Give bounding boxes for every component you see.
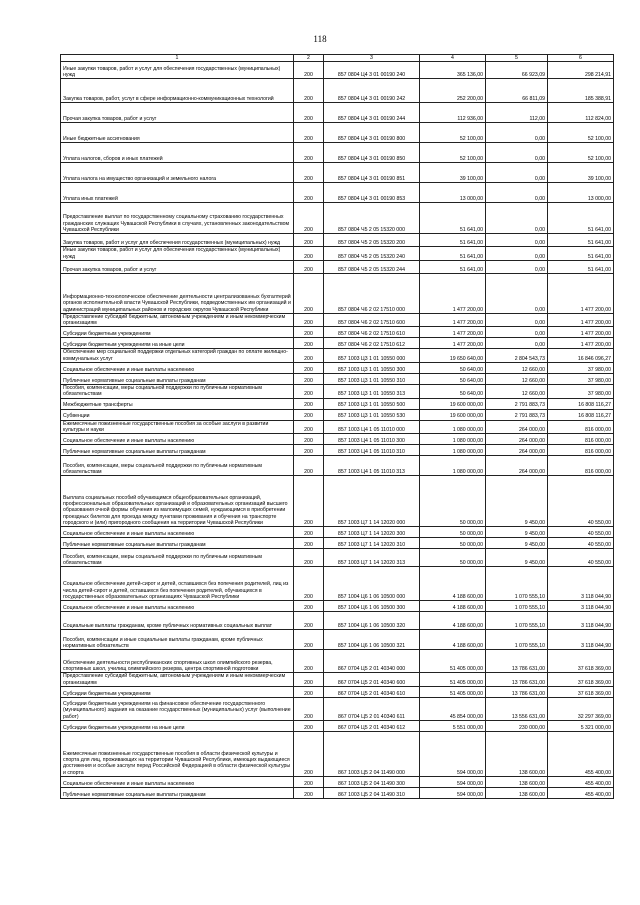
row-remaining-cell: 112 824,00 (548, 103, 614, 123)
row-vr-cell: 200 (294, 630, 324, 650)
table-row (61, 456, 614, 476)
row-plan-cell: 52 100,00 (420, 123, 486, 143)
row-vr-cell: 200 (294, 434, 324, 445)
row-name-cell: Социальные выплаты гражданам, кроме публичных нормативных социальных выплат (61, 612, 294, 630)
row-remaining-cell: 1 477 200,00 (548, 327, 614, 338)
row-executed-cell: 1 070 555,10 (486, 601, 548, 612)
row-vr-cell: 200 (294, 363, 324, 374)
row-vr-cell: 200 (294, 203, 324, 234)
row-code-cell: 857 0804 Ц4 3 01 00190 853 (324, 183, 420, 203)
row-name-cell: Публичные нормативные социальные выплаты гражданам (61, 445, 294, 456)
row-executed-cell: 2 791 883,73 (486, 409, 548, 420)
table-row (61, 527, 614, 538)
row-remaining-cell: 1 477 200,00 (548, 273, 614, 313)
row-name-cell: Иные закупки товаров, работ и услуг для обеспечения государственных (муниципальных) нужд (61, 62, 294, 79)
row-plan-cell: 51 405 000,00 (420, 650, 486, 673)
row-executed-cell: 1 070 555,10 (486, 567, 548, 601)
row-executed-cell: 0,00 (486, 327, 548, 338)
row-name-cell: Субвенции (61, 409, 294, 420)
row-remaining-cell: 816 000,00 (548, 434, 614, 445)
row-name-cell: Пособия, компенсации, меры социальной поддержки по публичным нормативным обязательствам (61, 385, 294, 399)
row-vr-cell: 200 (294, 776, 324, 787)
row-remaining-cell: 51 641,00 (548, 203, 614, 234)
row-vr-cell: 200 (294, 612, 324, 630)
row-remaining-cell: 40 550,00 (548, 527, 614, 538)
row-name-cell: Публичные нормативные социальные выплаты гражданам (61, 374, 294, 385)
row-plan-cell: 13 000,00 (420, 183, 486, 203)
row-plan-cell: 594 000,00 (420, 731, 486, 776)
budget-table (60, 54, 614, 799)
row-plan-cell: 50 640,00 (420, 363, 486, 374)
row-plan-cell: 39 100,00 (420, 163, 486, 183)
row-name-cell: Социальное обеспечение детей-сирот и детей, оставшихся без попечения родителей, лиц из числа детей-сирот и детей, оставшихся без попечения родителей, обучающихся в государственных образовательных организациях Чувашской Республики (61, 567, 294, 601)
row-plan-cell: 1 477 200,00 (420, 273, 486, 313)
row-code-cell: 867 0704 Ц5 2 01 40340 610 (324, 686, 420, 697)
row-vr-cell: 200 (294, 103, 324, 123)
row-code-cell: 867 0704 Ц5 2 01 40340 612 (324, 720, 420, 731)
row-executed-cell: 0,00 (486, 163, 548, 183)
row-remaining-cell: 816 000,00 (548, 456, 614, 476)
row-name-cell: Обеспечение деятельности республиканских спортивных школ олимпийского резерва, спортивных школ, училищ олимпийского резерва, центра спортивной подготовки (61, 650, 294, 673)
row-vr-cell: 200 (294, 420, 324, 434)
row-executed-cell: 13 786 631,00 (486, 686, 548, 697)
row-vr-cell: 200 (294, 527, 324, 538)
row-executed-cell: 9 450,00 (486, 538, 548, 549)
row-vr-cell: 200 (294, 549, 324, 567)
row-remaining-cell: 1 477 200,00 (548, 338, 614, 349)
row-plan-cell: 52 100,00 (420, 143, 486, 163)
table-row (61, 163, 614, 183)
row-remaining-cell: 16 808 116,27 (548, 398, 614, 409)
row-executed-cell: 264 000,00 (486, 445, 548, 456)
row-code-cell: 857 0804 Ч5 2 05 15320 240 (324, 247, 420, 261)
table-row (61, 776, 614, 787)
row-code-cell: 857 1004 Ц6 1 06 10500 000 (324, 567, 420, 601)
row-vr-cell: 200 (294, 409, 324, 420)
row-vr-cell: 200 (294, 731, 324, 776)
row-code-cell: 857 0804 Ц4 3 01 00190 800 (324, 123, 420, 143)
row-name-cell: Обеспечение мер социальной поддержки отдельных категорий граждан по оплате жилищно-коммунальных услуг (61, 349, 294, 363)
row-vr-cell: 200 (294, 374, 324, 385)
row-executed-cell: 9 450,00 (486, 476, 548, 527)
row-code-cell: 857 1003 Ц7 1 14 12020 300 (324, 527, 420, 538)
row-remaining-cell: 40 550,00 (548, 549, 614, 567)
row-plan-cell: 1 477 200,00 (420, 327, 486, 338)
row-remaining-cell: 1 477 200,00 (548, 313, 614, 327)
row-vr-cell: 200 (294, 183, 324, 203)
row-vr-cell: 200 (294, 538, 324, 549)
row-executed-cell: 12 660,00 (486, 363, 548, 374)
row-name-cell: Ежемесячные пожизненные государственные пособия за особые заслуги в развитии культуры и науки (61, 420, 294, 434)
row-executed-cell: 0,00 (486, 260, 548, 273)
row-vr-cell: 200 (294, 313, 324, 327)
table-row (61, 686, 614, 697)
row-vr-cell: 200 (294, 601, 324, 612)
table-row (61, 731, 614, 776)
row-name-cell: Субсидии бюджетным учреждениям на иные цели (61, 720, 294, 731)
row-code-cell: 867 1003 Ц5 2 04 11490 310 (324, 787, 420, 798)
row-vr-cell: 200 (294, 686, 324, 697)
row-remaining-cell: 455 400,00 (548, 731, 614, 776)
row-executed-cell: 264 000,00 (486, 420, 548, 434)
row-code-cell: 857 1003 Ц7 1 14 12020 310 (324, 538, 420, 549)
row-executed-cell: 66 811,09 (486, 79, 548, 103)
col-header-4: 4 (420, 55, 486, 62)
row-name-cell: Пособия, компенсации, меры социальной поддержки по публичным нормативным обязательствам (61, 549, 294, 567)
table-row (61, 420, 614, 434)
row-plan-cell: 50 640,00 (420, 385, 486, 399)
table-row (61, 650, 614, 673)
row-executed-cell: 138 600,00 (486, 787, 548, 798)
row-remaining-cell: 455 400,00 (548, 776, 614, 787)
table-row (61, 612, 614, 630)
row-plan-cell: 45 854 000,00 (420, 697, 486, 720)
row-name-cell: Выплата социальных пособий обучающимся общеобразовательных организаций, профессиональных образовательных организаций и образовательных организаций высшего образования очной формы обучения из малоимущих семей, нуждающимся в приобретении проездных билетов для проезда между пунктами проживания и обучения на транспорте городского и (или) пригородного сообщения на территории Чувашской Республики (61, 476, 294, 527)
row-executed-cell: 12 660,00 (486, 374, 548, 385)
row-code-cell: 857 0804 Ц4 3 01 00190 244 (324, 103, 420, 123)
row-executed-cell: 0,00 (486, 338, 548, 349)
row-code-cell: 857 1003 Ц3 1 01 10550 000 (324, 349, 420, 363)
row-name-cell: Предоставление субсидий бюджетным, автономным учреждениям и иным некоммерческим организациям (61, 673, 294, 687)
row-vr-cell: 200 (294, 476, 324, 527)
row-vr-cell: 200 (294, 650, 324, 673)
row-code-cell: 857 1003 Ц3 1 01 10550 500 (324, 398, 420, 409)
row-name-cell: Предоставление субсидий бюджетным, автономным учреждениям и иным некоммерческим организациям (61, 313, 294, 327)
row-vr-cell: 200 (294, 673, 324, 687)
table-row (61, 234, 614, 247)
row-vr-cell: 200 (294, 349, 324, 363)
row-remaining-cell: 52 100,00 (548, 143, 614, 163)
table-row (61, 327, 614, 338)
row-remaining-cell: 37 980,00 (548, 385, 614, 399)
row-name-cell: Предоставление выплат по государственному социальному страхованию государственных гражданских служащих Чувашской Республики в случаях, установленных законодательством Чувашской Республики (61, 203, 294, 234)
table-row (61, 338, 614, 349)
table-row (61, 62, 614, 79)
row-code-cell: 857 0804 Ч6 2 02 17510 610 (324, 327, 420, 338)
row-plan-cell: 252 200,00 (420, 79, 486, 103)
table-row (61, 123, 614, 143)
row-code-cell: 857 1003 Ц4 1 05 11010 000 (324, 420, 420, 434)
table-row (61, 183, 614, 203)
row-code-cell: 857 0804 Ч6 2 02 17510 612 (324, 338, 420, 349)
row-executed-cell: 13 786 631,00 (486, 650, 548, 673)
row-executed-cell: 0,00 (486, 203, 548, 234)
table-row (61, 445, 614, 456)
row-executed-cell: 13 556 631,00 (486, 697, 548, 720)
row-executed-cell: 12 660,00 (486, 385, 548, 399)
row-code-cell: 857 1003 Ц3 1 01 10550 313 (324, 385, 420, 399)
row-code-cell: 857 1003 Ц4 1 05 11010 313 (324, 456, 420, 476)
row-plan-cell: 1 080 000,00 (420, 445, 486, 456)
row-code-cell: 857 0804 Ч5 2 05 15320 244 (324, 260, 420, 273)
row-executed-cell: 138 600,00 (486, 731, 548, 776)
row-plan-cell: 50 640,00 (420, 374, 486, 385)
row-plan-cell: 5 551 000,00 (420, 720, 486, 731)
row-name-cell: Пособия, компенсации, меры социальной поддержки по публичным нормативным обязательствам (61, 456, 294, 476)
row-remaining-cell: 40 550,00 (548, 538, 614, 549)
row-plan-cell: 594 000,00 (420, 787, 486, 798)
row-name-cell: Публичные нормативные социальные выплаты гражданам (61, 538, 294, 549)
row-executed-cell: 264 000,00 (486, 434, 548, 445)
row-executed-cell: 9 450,00 (486, 549, 548, 567)
row-vr-cell: 200 (294, 247, 324, 261)
row-remaining-cell: 5 321 000,00 (548, 720, 614, 731)
table-row (61, 673, 614, 687)
row-name-cell: Субсидии бюджетным учреждениям (61, 327, 294, 338)
row-plan-cell: 50 000,00 (420, 549, 486, 567)
row-remaining-cell: 3 118 044,90 (548, 567, 614, 601)
row-remaining-cell: 51 641,00 (548, 260, 614, 273)
row-name-cell: Уплата налогов, сборов и иных платежей (61, 143, 294, 163)
table-row (61, 79, 614, 103)
table-row (61, 538, 614, 549)
row-code-cell: 857 1003 Ц3 1 01 10550 530 (324, 409, 420, 420)
row-name-cell: Социальное обеспечение и иные выплаты населению (61, 363, 294, 374)
table-row (61, 385, 614, 399)
table-row (61, 549, 614, 567)
row-vr-cell: 200 (294, 143, 324, 163)
row-name-cell: Иные закупки товаров, работ и услуг для обеспечения государственных (муниципальных) нужд (61, 247, 294, 261)
row-executed-cell: 0,00 (486, 234, 548, 247)
row-plan-cell: 50 000,00 (420, 476, 486, 527)
table-row (61, 313, 614, 327)
row-plan-cell: 19 600 000,00 (420, 409, 486, 420)
row-name-cell: Ежемесячные пожизненные государственные пособия в области физической культуры и спорта для лиц, проживающих на территории Чувашской Республики, имеющих выдающиеся достижения и особые заслуги перед Российской Федерацией в области физической культуры и спорта (61, 731, 294, 776)
row-remaining-cell: 298 214,91 (548, 62, 614, 79)
row-name-cell: Субсидии бюджетным учреждениям на иные цели (61, 338, 294, 349)
row-remaining-cell: 3 118 044,90 (548, 630, 614, 650)
row-code-cell: 857 0804 Ц4 3 01 00190 242 (324, 79, 420, 103)
table-row (61, 601, 614, 612)
row-remaining-cell: 3 118 044,90 (548, 612, 614, 630)
row-executed-cell: 0,00 (486, 123, 548, 143)
row-remaining-cell: 37 980,00 (548, 374, 614, 385)
row-plan-cell: 4 188 600,00 (420, 612, 486, 630)
row-code-cell: 867 1003 Ц5 2 04 11490 300 (324, 776, 420, 787)
row-executed-cell: 2 804 543,73 (486, 349, 548, 363)
row-code-cell: 857 1003 Ц4 1 05 11010 300 (324, 434, 420, 445)
row-vr-cell: 200 (294, 260, 324, 273)
row-vr-cell: 200 (294, 327, 324, 338)
table-row (61, 409, 614, 420)
table-header-row (61, 55, 614, 62)
table-row (61, 260, 614, 273)
row-executed-cell: 138 600,00 (486, 776, 548, 787)
table-row (61, 273, 614, 313)
row-name-cell: Прочая закупка товаров, работ и услуг (61, 260, 294, 273)
col-header-5: 5 (486, 55, 548, 62)
row-plan-cell: 1 477 200,00 (420, 313, 486, 327)
col-header-2: 2 (294, 55, 324, 62)
row-plan-cell: 19 650 640,00 (420, 349, 486, 363)
row-name-cell: Субсидии бюджетным учреждениям (61, 686, 294, 697)
row-code-cell: 867 1003 Ц5 2 04 11490 000 (324, 731, 420, 776)
row-plan-cell: 50 000,00 (420, 527, 486, 538)
table-row (61, 434, 614, 445)
row-remaining-cell: 13 000,00 (548, 183, 614, 203)
row-code-cell: 857 0804 Ц4 3 01 00190 850 (324, 143, 420, 163)
row-executed-cell: 264 000,00 (486, 456, 548, 476)
row-plan-cell: 4 188 600,00 (420, 601, 486, 612)
row-vr-cell: 200 (294, 234, 324, 247)
row-code-cell: 857 1003 Ц3 1 01 10550 300 (324, 363, 420, 374)
row-code-cell: 857 1004 Ц6 1 06 10500 300 (324, 601, 420, 612)
table-row (61, 720, 614, 731)
table-row (61, 203, 614, 234)
row-remaining-cell: 51 641,00 (548, 234, 614, 247)
table-row (61, 143, 614, 163)
row-vr-cell: 200 (294, 697, 324, 720)
row-name-cell: Субсидии бюджетным учреждениям на финансовое обеспечение государственного (муниципального) задания на оказание государственных (муниципальных) услуг (выполнение работ) (61, 697, 294, 720)
row-executed-cell: 1 070 555,10 (486, 612, 548, 630)
row-code-cell: 857 0804 Ц4 3 01 00190 851 (324, 163, 420, 183)
row-name-cell: Социальное обеспечение и иные выплаты населению (61, 776, 294, 787)
col-header-3: 3 (324, 55, 420, 62)
row-remaining-cell: 455 400,00 (548, 787, 614, 798)
row-code-cell: 857 0804 Ц4 3 01 00190 240 (324, 62, 420, 79)
row-name-cell: Межбюджетные трансферты (61, 398, 294, 409)
row-name-cell: Пособия, компенсации и иные социальные выплаты гражданам, кроме публичных нормативных обязательств (61, 630, 294, 650)
row-remaining-cell: 37 980,00 (548, 363, 614, 374)
row-vr-cell: 200 (294, 62, 324, 79)
row-vr-cell: 200 (294, 567, 324, 601)
row-code-cell: 857 0804 Ч5 2 05 15320 000 (324, 203, 420, 234)
row-plan-cell: 51 405 000,00 (420, 673, 486, 687)
row-executed-cell: 230 000,00 (486, 720, 548, 731)
row-plan-cell: 1 477 200,00 (420, 338, 486, 349)
row-remaining-cell: 32 297 369,00 (548, 697, 614, 720)
table-row (61, 476, 614, 527)
row-remaining-cell: 52 100,00 (548, 123, 614, 143)
row-remaining-cell: 16 846 096,27 (548, 349, 614, 363)
row-plan-cell: 19 600 000,00 (420, 398, 486, 409)
row-name-cell: Социальное обеспечение и иные выплаты населению (61, 601, 294, 612)
row-name-cell: Социальное обеспечение и иные выплаты населению (61, 434, 294, 445)
row-executed-cell: 1 070 555,10 (486, 630, 548, 650)
row-plan-cell: 594 000,00 (420, 776, 486, 787)
row-code-cell: 857 0804 Ч6 2 02 17510 000 (324, 273, 420, 313)
row-plan-cell: 112 936,00 (420, 103, 486, 123)
row-code-cell: 857 0804 Ч6 2 02 17510 600 (324, 313, 420, 327)
row-executed-cell: 0,00 (486, 313, 548, 327)
row-vr-cell: 200 (294, 787, 324, 798)
row-plan-cell: 50 000,00 (420, 538, 486, 549)
row-executed-cell: 9 450,00 (486, 527, 548, 538)
row-remaining-cell: 3 118 044,90 (548, 601, 614, 612)
col-header-1: 1 (61, 55, 294, 62)
row-vr-cell: 200 (294, 720, 324, 731)
row-plan-cell: 1 080 000,00 (420, 420, 486, 434)
row-plan-cell: 51 405 000,00 (420, 686, 486, 697)
row-code-cell: 857 1003 Ц3 1 01 10550 310 (324, 374, 420, 385)
row-remaining-cell: 816 000,00 (548, 420, 614, 434)
row-remaining-cell: 37 618 369,00 (548, 686, 614, 697)
row-executed-cell: 0,00 (486, 247, 548, 261)
row-code-cell: 857 0804 Ч5 2 05 15320 200 (324, 234, 420, 247)
row-remaining-cell: 16 808 116,27 (548, 409, 614, 420)
row-vr-cell: 200 (294, 338, 324, 349)
row-name-cell: Социальное обеспечение и иные выплаты населению (61, 527, 294, 538)
row-executed-cell: 2 791 883,73 (486, 398, 548, 409)
table-row (61, 567, 614, 601)
row-name-cell: Закупка товаров, работ и услуг для обеспечения государственных (муниципальных) нужд (61, 234, 294, 247)
table-row (61, 103, 614, 123)
row-name-cell: Закупка товаров, работ, услуг в сфере информационно-коммуникационных технологий (61, 79, 294, 103)
table-row (61, 398, 614, 409)
row-remaining-cell: 816 000,00 (548, 445, 614, 456)
row-plan-cell: 51 641,00 (420, 247, 486, 261)
row-vr-cell: 200 (294, 273, 324, 313)
row-remaining-cell: 185 388,91 (548, 79, 614, 103)
row-executed-cell: 66 923,09 (486, 62, 548, 79)
row-code-cell: 867 0704 Ц5 2 01 40340 000 (324, 650, 420, 673)
row-plan-cell: 4 188 600,00 (420, 567, 486, 601)
row-vr-cell: 200 (294, 398, 324, 409)
row-vr-cell: 200 (294, 123, 324, 143)
row-plan-cell: 51 641,00 (420, 260, 486, 273)
row-vr-cell: 200 (294, 79, 324, 103)
row-plan-cell: 1 080 000,00 (420, 456, 486, 476)
row-vr-cell: 200 (294, 163, 324, 183)
row-executed-cell: 13 786 631,00 (486, 673, 548, 687)
row-executed-cell: 0,00 (486, 143, 548, 163)
row-plan-cell: 51 641,00 (420, 203, 486, 234)
row-plan-cell: 51 641,00 (420, 234, 486, 247)
row-remaining-cell: 51 641,00 (548, 247, 614, 261)
row-name-cell: Прочая закупка товаров, работ и услуг (61, 103, 294, 123)
row-vr-cell: 200 (294, 456, 324, 476)
row-name-cell: Публичные нормативные социальные выплаты гражданам (61, 787, 294, 798)
row-code-cell: 857 1003 Ц7 1 14 12020 000 (324, 476, 420, 527)
row-code-cell: 857 1004 Ц6 1 06 10500 321 (324, 630, 420, 650)
table-row (61, 630, 614, 650)
row-name-cell: Уплата налога на имущество организаций и земельного налога (61, 163, 294, 183)
table-row (61, 697, 614, 720)
row-code-cell: 857 1003 Ц4 1 05 11010 310 (324, 445, 420, 456)
row-executed-cell: 0,00 (486, 183, 548, 203)
col-header-6: 6 (548, 55, 614, 62)
row-remaining-cell: 40 550,00 (548, 476, 614, 527)
row-executed-cell: 0,00 (486, 273, 548, 313)
table-row (61, 349, 614, 363)
row-vr-cell: 200 (294, 385, 324, 399)
table-row (61, 374, 614, 385)
row-name-cell: Иные бюджетные ассигнования (61, 123, 294, 143)
row-plan-cell: 4 188 600,00 (420, 630, 486, 650)
row-plan-cell: 1 080 000,00 (420, 434, 486, 445)
table-row (61, 247, 614, 261)
row-name-cell: Информационно-технологическое обеспечение деятельности централизованных бухгалтерий органов исполнительной власти Чувашской Республики, подведомственных им организаций и администраций муниципальных районов и городских округов Чувашской Республики (61, 273, 294, 313)
row-remaining-cell: 37 618 369,00 (548, 673, 614, 687)
row-code-cell: 857 1004 Ц6 1 06 10500 320 (324, 612, 420, 630)
row-vr-cell: 200 (294, 445, 324, 456)
table-row (61, 363, 614, 374)
row-code-cell: 867 0704 Ц5 2 01 40340 600 (324, 673, 420, 687)
row-name-cell: Уплата иных платежей (61, 183, 294, 203)
table-row (61, 787, 614, 798)
row-plan-cell: 365 136,00 (420, 62, 486, 79)
row-code-cell: 857 1003 Ц7 1 14 12020 313 (324, 549, 420, 567)
row-executed-cell: 112,00 (486, 103, 548, 123)
row-remaining-cell: 39 100,00 (548, 163, 614, 183)
row-code-cell: 867 0704 Ц5 2 01 40340 611 (324, 697, 420, 720)
page-number: 118 (313, 34, 327, 44)
row-remaining-cell: 37 618 369,00 (548, 650, 614, 673)
